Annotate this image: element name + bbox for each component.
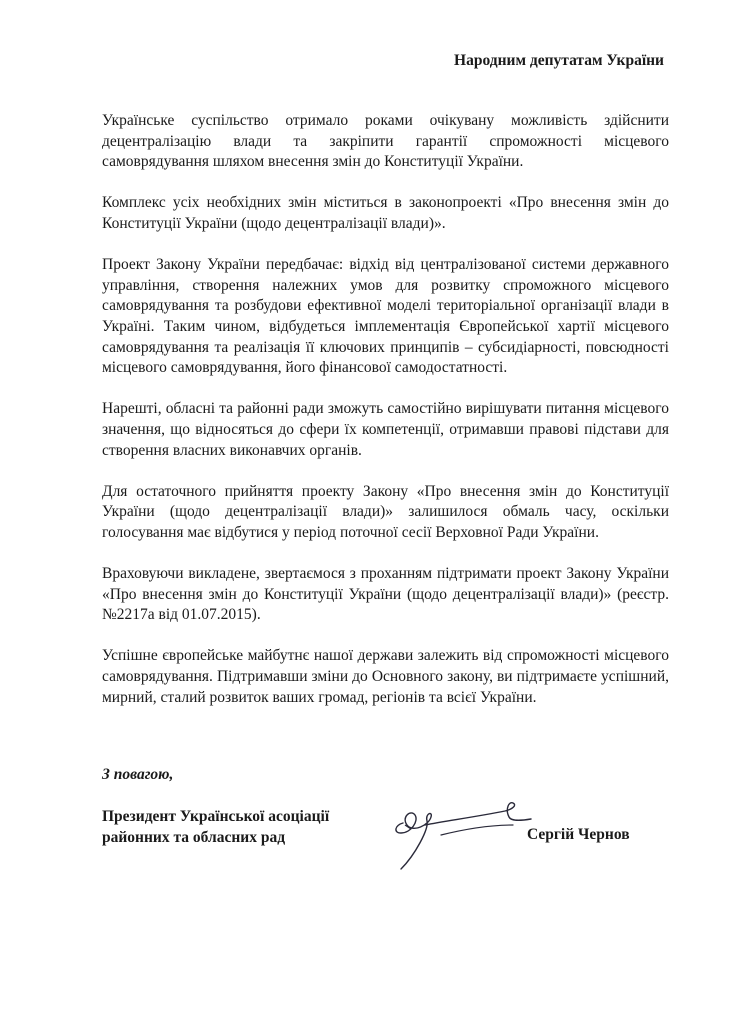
signer-title-line-1: Президент Української асоціації xyxy=(102,808,330,825)
closing-salutation: З повагою, xyxy=(102,766,174,783)
letter-body xyxy=(102,111,669,729)
signer-name: Сергій Чернов xyxy=(527,826,630,843)
paragraph-1: Українське суспільство отримало роками очікувану можливість здійснити децентралізацію влади та закріпити гарантії спроможності місцевого самоврядування шляхом внесення змін до Конституції України. xyxy=(102,112,669,171)
paragraph-2: Комплекс усіх необхідних змін міститься в законопроекті «Про внесення змін до Конституції України (щодо децентралізації влади)». xyxy=(102,194,669,232)
signer-title-line-2: районних та обласних рад xyxy=(102,829,286,846)
handwritten-signature-icon xyxy=(385,795,535,875)
paragraph-6: Враховуючи викладене, звертаємося з проханням підтримати проект Закону України «Про внесення змін до Конституції України (щодо децентралізації влади)» (реєстр. №2217а від 01.07.2015). xyxy=(102,565,669,624)
signer-title xyxy=(102,806,382,848)
paragraph-4: Нарешті, обласні та районні ради зможуть самостійно вирішувати питання місцевого значення, що відносяться до сфери їх компетенції, отримавши правові підстави для створення власних виконавчих органів. xyxy=(102,400,669,459)
paragraph-5: Для остаточного прийняття проекту Закону «Про внесення змін до Конституції України (щодо децентралізації влади)» залишилося обмаль часу, оскільки голосування має відбутися у період поточної сесії Верховної Ради України. xyxy=(102,482,669,541)
paragraph-3: Проект Закону України передбачає: відхід від централізованої системи державного управління, створення належних умов для розвитку спроможного місцевого самоврядування та розбудови ефективної моделі територіальної організації влади в Україні. Таким чином, відбудеться імплементація Європейської хартії місцевого самоврядування та реалізація її ключових принципів – субсидіарності, повсюдності місцевого самоврядування, його фінансової самодостатності. xyxy=(102,256,669,377)
addressee: Народним депутатам України xyxy=(454,52,664,69)
paragraph-7: Успішне європейське майбутнє нашої держави залежить від спроможності місцевого самоврядування. Підтримавши зміни до Основного закону, ви підтримаєте успішний, мирний, сталий розвиток ваших громад, регіонів та всієї України. xyxy=(102,647,669,706)
